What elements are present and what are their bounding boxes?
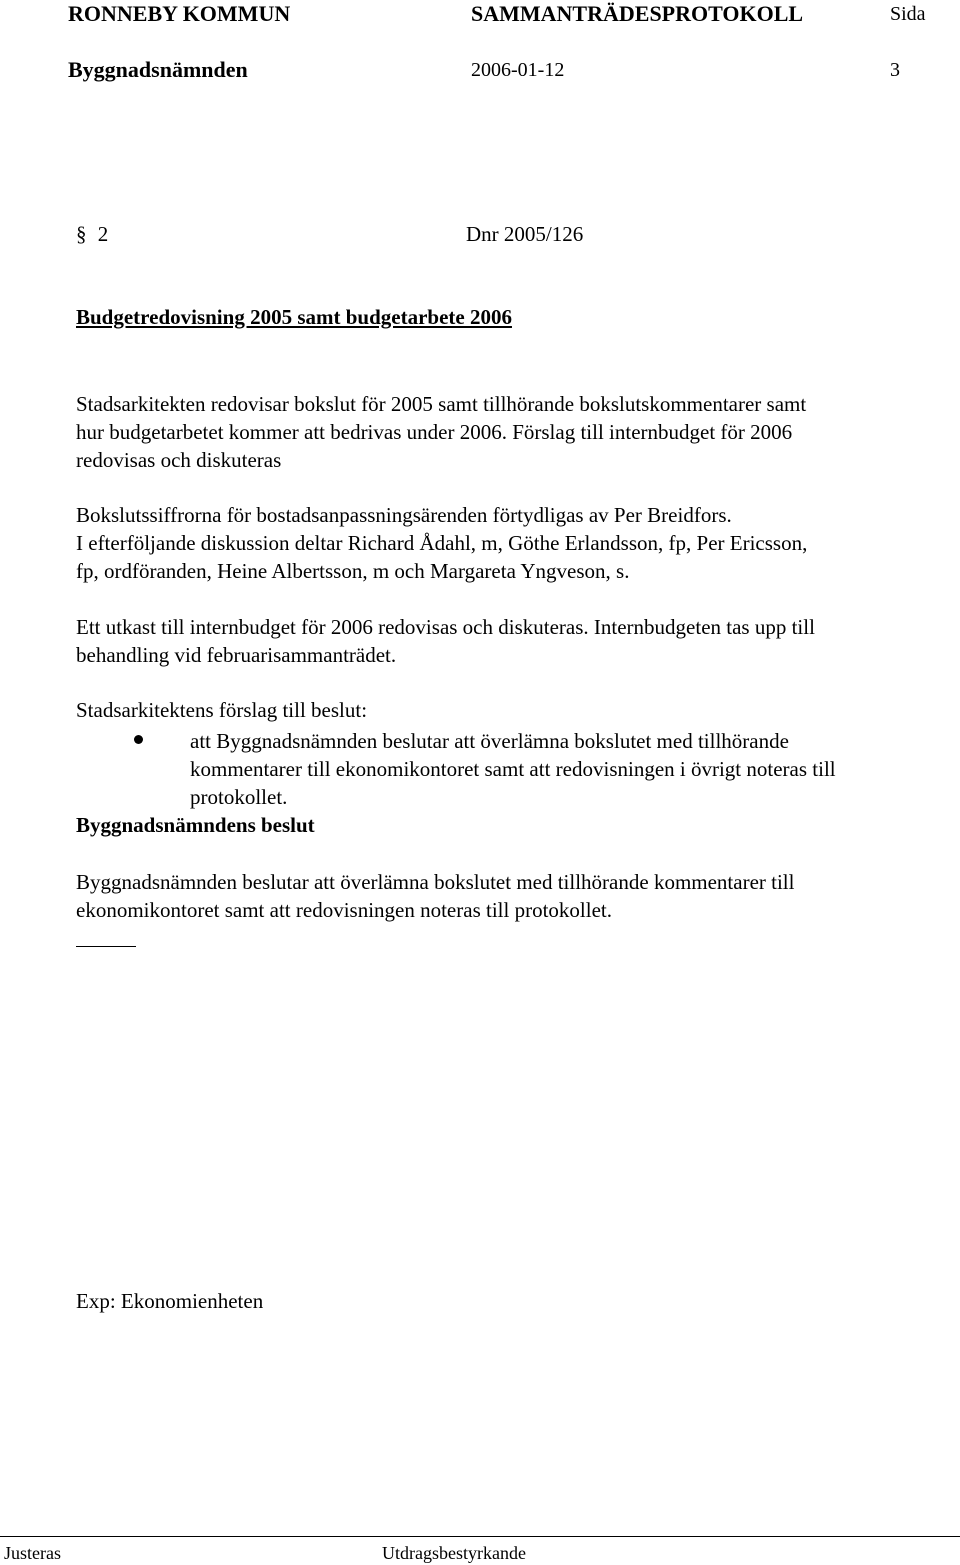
bullet-icon (134, 735, 143, 744)
text-line: att Byggnadsnämnden beslutar att överlämna bokslutet med tillhörande (190, 729, 789, 753)
diary-number: Dnr 2005/126 (466, 222, 584, 246)
text-line: fp, ordföranden, Heine Albertsson, m och Margareta Yngveson, s. (76, 559, 630, 583)
text-line: protokollet. (190, 785, 288, 809)
page-number: 3 (890, 59, 900, 81)
text-line: Stadsarkitekten redovisar bokslut för 2005 samt tillhörande bokslutskommentarer samt (76, 392, 807, 416)
decision-heading: Byggnadsnämndens beslut (76, 813, 315, 837)
text-line: redovisas och diskuteras (76, 448, 282, 472)
committee-name: Byggnadsnämnden (68, 57, 248, 82)
text-line: Ett utkast till internbudget för 2006 redovisas och diskuteras. Internbudgeten tas upp till (76, 615, 815, 639)
section-title: Budgetredovisning 2005 samt budgetarbete 2006 (76, 305, 512, 329)
text-line: Byggnadsnämnden beslutar att överlämna bokslutet med tillhörande kommentarer till (76, 870, 795, 894)
section-number: 2 (97, 222, 109, 246)
proposal-bullet-text (190, 727, 930, 811)
paragraph-discussion (76, 501, 946, 585)
text-line: ekonomikontoret samt att redovisningen noteras till protokollet. (76, 898, 612, 922)
org-name: RONNEBY KOMMUN (68, 1, 291, 26)
footer-justeras: Justeras (4, 1543, 61, 1563)
section-paragraph-mark (76, 220, 108, 248)
separator-rule (76, 946, 136, 947)
decision-text (76, 868, 946, 924)
section-symbol: § (76, 222, 87, 246)
text-line: kommentarer till ekonomikontoret samt att redovisningen i övrigt noteras till (190, 757, 836, 781)
text-line: I efterföljande diskussion deltar Richard Ådahl, m, Göthe Erlandsson, fp, Per Ericsson, (76, 531, 808, 555)
footer-divider (0, 1536, 960, 1537)
text-line: behandling vid februarisammanträdet. (76, 643, 397, 667)
expedition-note: Exp: Ekonomienheten (76, 1289, 264, 1313)
paragraph-draft (76, 613, 946, 669)
text-line: Bokslutssiffrorna för bostadsanpassningsärenden förtydligas av Per Breidfors. (76, 503, 732, 527)
text-line: hur budgetarbetet kommer att bedrivas under 2006. Förslag till internbudget för 2006 (76, 420, 793, 444)
document-type: SAMMANTRÄDESPROTOKOLL (471, 1, 804, 26)
page-label: Sida (890, 3, 926, 25)
proposal-heading: Stadsarkitektens förslag till beslut: (76, 698, 368, 722)
paragraph-report (76, 390, 946, 474)
footer-utdragsbestyrkande: Utdragsbestyrkande (382, 1543, 526, 1563)
meeting-date: 2006-01-12 (471, 59, 565, 81)
